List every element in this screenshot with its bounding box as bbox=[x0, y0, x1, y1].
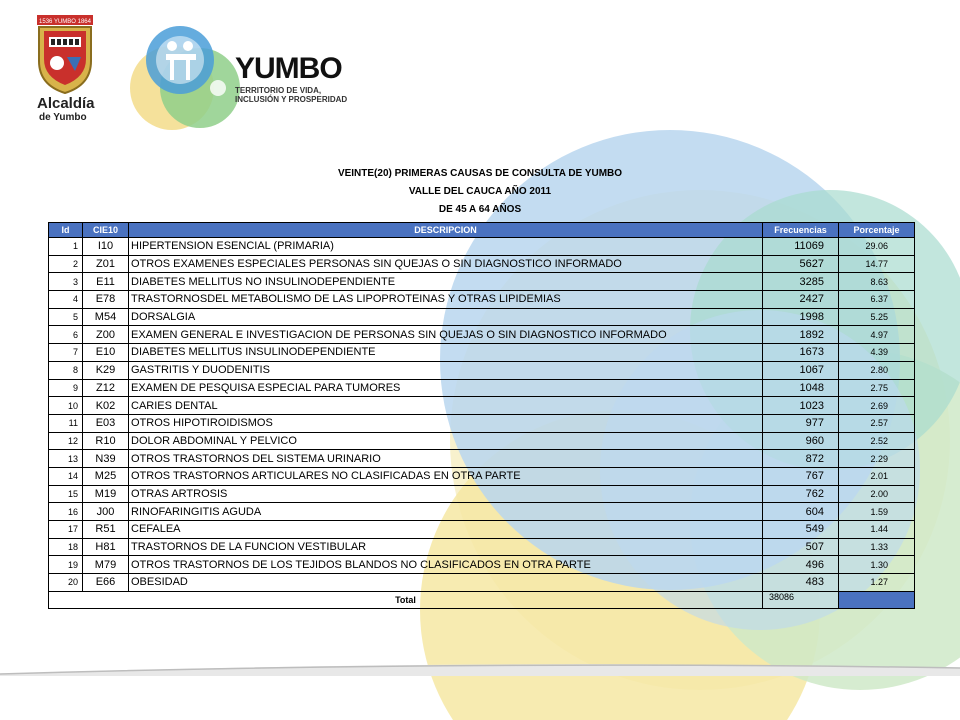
title-line-1: VEINTE(20) PRIMERAS CAUSAS DE CONSULTA DE YUMBO bbox=[337, 168, 623, 179]
cell-frecuencia: 604 bbox=[763, 503, 839, 521]
cell-id: 16 bbox=[49, 503, 83, 521]
title-line-3: DE 45 A 64 AÑOS bbox=[438, 204, 522, 215]
cell-frecuencia: 767 bbox=[763, 467, 839, 485]
cell-cie10: R51 bbox=[83, 521, 129, 539]
cell-cie10: Z01 bbox=[83, 255, 129, 273]
cell-porcentaje: 4.39 bbox=[839, 344, 915, 362]
cell-porcentaje: 8.63 bbox=[839, 273, 915, 291]
cell-cie10: M25 bbox=[83, 467, 129, 485]
cell-frecuencia: 496 bbox=[763, 556, 839, 574]
table-header-row bbox=[49, 223, 915, 238]
cell-cie10: E66 bbox=[83, 574, 129, 592]
table-row bbox=[49, 485, 915, 503]
cell-descripcion: TRASTORNOSDEL METABOLISMO DE LAS LIPOPROTEINAS Y OTRAS LIPIDEMIAS bbox=[129, 291, 763, 309]
cell-cie10: H81 bbox=[83, 538, 129, 556]
cell-descripcion: OTROS EXAMENES ESPECIALES PERSONAS SIN QUEJAS O SIN DIAGNOSTICO INFORMADO bbox=[129, 255, 763, 273]
cell-porcentaje: 4.97 bbox=[839, 326, 915, 344]
brand-tagline: TERRITORIO DE VIDA, INCLUSIÓN Y PROSPERIDAD bbox=[235, 86, 348, 104]
cell-id: 4 bbox=[49, 291, 83, 309]
cell-porcentaje: 14.77 bbox=[839, 255, 915, 273]
table-row bbox=[49, 574, 915, 592]
cell-cie10: I10 bbox=[83, 238, 129, 256]
cell-descripcion: DORSALGIA bbox=[129, 308, 763, 326]
header-logos bbox=[25, 10, 348, 130]
cell-id: 20 bbox=[49, 574, 83, 592]
cell-frecuencia: 1067 bbox=[763, 361, 839, 379]
table-row bbox=[49, 308, 915, 326]
cell-id: 6 bbox=[49, 326, 83, 344]
total-label: Total bbox=[49, 591, 763, 609]
table-row bbox=[49, 255, 915, 273]
table-row bbox=[49, 379, 915, 397]
cell-cie10: E03 bbox=[83, 414, 129, 432]
cell-cie10: E11 bbox=[83, 273, 129, 291]
cell-frecuencia: 762 bbox=[763, 485, 839, 503]
cell-descripcion: DIABETES MELLITUS NO INSULINODEPENDIENTE bbox=[129, 273, 763, 291]
cell-descripcion: HIPERTENSION ESENCIAL (PRIMARIA) bbox=[129, 238, 763, 256]
cell-cie10: J00 bbox=[83, 503, 129, 521]
cell-porcentaje: 2.01 bbox=[839, 467, 915, 485]
cell-cie10: R10 bbox=[83, 432, 129, 450]
coat-of-arms-icon bbox=[35, 15, 95, 95]
cell-frecuencia: 3285 bbox=[763, 273, 839, 291]
cell-frecuencia: 549 bbox=[763, 521, 839, 539]
cell-cie10: N39 bbox=[83, 450, 129, 468]
table-row bbox=[49, 467, 915, 485]
cell-frecuencia: 11069 bbox=[763, 238, 839, 256]
cell-porcentaje: 1.30 bbox=[839, 556, 915, 574]
table-row bbox=[49, 361, 915, 379]
cell-id: 18 bbox=[49, 538, 83, 556]
cell-descripcion: OTRAS ARTROSIS bbox=[129, 485, 763, 503]
cell-porcentaje: 2.80 bbox=[839, 361, 915, 379]
cell-cie10: M19 bbox=[83, 485, 129, 503]
cell-id: 1 bbox=[49, 238, 83, 256]
cell-id: 8 bbox=[49, 361, 83, 379]
cell-porcentaje: 5.25 bbox=[839, 308, 915, 326]
cell-frecuencia: 960 bbox=[763, 432, 839, 450]
cell-porcentaje: 2.75 bbox=[839, 379, 915, 397]
cell-descripcion: OTROS HIPOTIROIDISMOS bbox=[129, 414, 763, 432]
table-row bbox=[49, 344, 915, 362]
table-row bbox=[49, 538, 915, 556]
cell-porcentaje: 1.27 bbox=[839, 574, 915, 592]
cell-descripcion: OTROS TRASTORNOS ARTICULARES NO CLASIFICADAS EN OTRA PARTE bbox=[129, 467, 763, 485]
cell-frecuencia: 483 bbox=[763, 574, 839, 592]
cell-cie10: E10 bbox=[83, 344, 129, 362]
cell-descripcion: RINOFARINGITIS AGUDA bbox=[129, 503, 763, 521]
shield-year-text: 1536 YUMBO 1864 bbox=[39, 19, 91, 25]
cell-id: 7 bbox=[49, 344, 83, 362]
footer-divider bbox=[0, 658, 960, 676]
cell-frecuencia: 1892 bbox=[763, 326, 839, 344]
total-percent-cell bbox=[839, 591, 915, 609]
table-row bbox=[49, 326, 915, 344]
cell-descripcion: EXAMEN GENERAL E INVESTIGACION DE PERSONAS SIN QUEJAS O SIN DIAGNOSTICO INFORMADO bbox=[129, 326, 763, 344]
cell-porcentaje: 6.37 bbox=[839, 291, 915, 309]
table-row bbox=[49, 273, 915, 291]
cell-cie10: K02 bbox=[83, 397, 129, 415]
cell-porcentaje: 2.29 bbox=[839, 450, 915, 468]
cell-cie10: M54 bbox=[83, 308, 129, 326]
cell-id: 9 bbox=[49, 379, 83, 397]
total-row bbox=[49, 591, 915, 609]
column-header-descripcion: DESCRIPCION bbox=[129, 223, 763, 238]
cell-descripcion: CEFALEA bbox=[129, 521, 763, 539]
cell-frecuencia: 1998 bbox=[763, 308, 839, 326]
column-header-cie10: CIE10 bbox=[83, 223, 129, 238]
cell-id: 2 bbox=[49, 255, 83, 273]
cell-descripcion: DIABETES MELLITUS INSULINODEPENDIENTE bbox=[129, 344, 763, 362]
cell-cie10: Z00 bbox=[83, 326, 129, 344]
table-row bbox=[49, 450, 915, 468]
table-body bbox=[49, 238, 915, 592]
alcaldia-sub-label: de Yumbo bbox=[39, 112, 87, 123]
table-row bbox=[49, 503, 915, 521]
cell-descripcion: OBESIDAD bbox=[129, 574, 763, 592]
cell-cie10: M79 bbox=[83, 556, 129, 574]
cell-id: 11 bbox=[49, 414, 83, 432]
cell-frecuencia: 5627 bbox=[763, 255, 839, 273]
cell-frecuencia: 1673 bbox=[763, 344, 839, 362]
cell-porcentaje: 2.52 bbox=[839, 432, 915, 450]
cell-frecuencia: 872 bbox=[763, 450, 839, 468]
cell-frecuencia: 2427 bbox=[763, 291, 839, 309]
cell-frecuencia: 977 bbox=[763, 414, 839, 432]
cell-porcentaje: 29.06 bbox=[839, 238, 915, 256]
cell-id: 14 bbox=[49, 467, 83, 485]
cell-porcentaje: 2.57 bbox=[839, 414, 915, 432]
cell-descripcion: GASTRITIS Y DUODENITIS bbox=[129, 361, 763, 379]
alcaldia-label: Alcaldía bbox=[37, 95, 95, 112]
table-row bbox=[49, 556, 915, 574]
cell-id: 13 bbox=[49, 450, 83, 468]
causes-table bbox=[48, 222, 915, 609]
total-value: 38086 bbox=[763, 591, 839, 609]
causes-table-container bbox=[48, 222, 914, 609]
cell-id: 5 bbox=[49, 308, 83, 326]
cell-porcentaje: 2.00 bbox=[839, 485, 915, 503]
cell-descripcion: EXAMEN DE PESQUISA ESPECIAL PARA TUMORES bbox=[129, 379, 763, 397]
cell-id: 19 bbox=[49, 556, 83, 574]
table-row bbox=[49, 397, 915, 415]
brand-name: YUMBO bbox=[235, 52, 342, 85]
cell-frecuencia: 1048 bbox=[763, 379, 839, 397]
table-row bbox=[49, 291, 915, 309]
cell-cie10: Z12 bbox=[83, 379, 129, 397]
cell-id: 15 bbox=[49, 485, 83, 503]
cell-frecuencia: 507 bbox=[763, 538, 839, 556]
column-header-id: Id bbox=[49, 223, 83, 238]
cell-porcentaje: 1.59 bbox=[839, 503, 915, 521]
cell-cie10: K29 bbox=[83, 361, 129, 379]
cell-frecuencia: 1023 bbox=[763, 397, 839, 415]
cell-porcentaje: 2.69 bbox=[839, 397, 915, 415]
cell-porcentaje: 1.44 bbox=[839, 521, 915, 539]
cell-descripcion: CARIES DENTAL bbox=[129, 397, 763, 415]
cell-descripcion: DOLOR ABDOMINAL Y PELVICO bbox=[129, 432, 763, 450]
column-header-porcentaje: Porcentaje bbox=[839, 223, 915, 238]
table-row bbox=[49, 521, 915, 539]
table-row bbox=[49, 432, 915, 450]
column-header-frecuencias: Frecuencias bbox=[763, 223, 839, 238]
cell-id: 10 bbox=[49, 397, 83, 415]
table-row bbox=[49, 238, 915, 256]
cell-descripcion: OTROS TRASTORNOS DEL SISTEMA URINARIO bbox=[129, 450, 763, 468]
cell-id: 12 bbox=[49, 432, 83, 450]
title-line-2: VALLE DEL CAUCA AÑO 2011 bbox=[408, 186, 552, 197]
cell-id: 17 bbox=[49, 521, 83, 539]
cell-id: 3 bbox=[49, 273, 83, 291]
table-row bbox=[49, 414, 915, 432]
report-titles bbox=[0, 165, 960, 219]
cell-descripcion: TRASTORNOS DE LA FUNCION VESTIBULAR bbox=[129, 538, 763, 556]
cell-descripcion: OTROS TRASTORNOS DE LOS TEJIDOS BLANDOS NO CLASIFICADOS EN OTRA PARTE bbox=[129, 556, 763, 574]
cell-cie10: E78 bbox=[83, 291, 129, 309]
cell-porcentaje: 1.33 bbox=[839, 538, 915, 556]
